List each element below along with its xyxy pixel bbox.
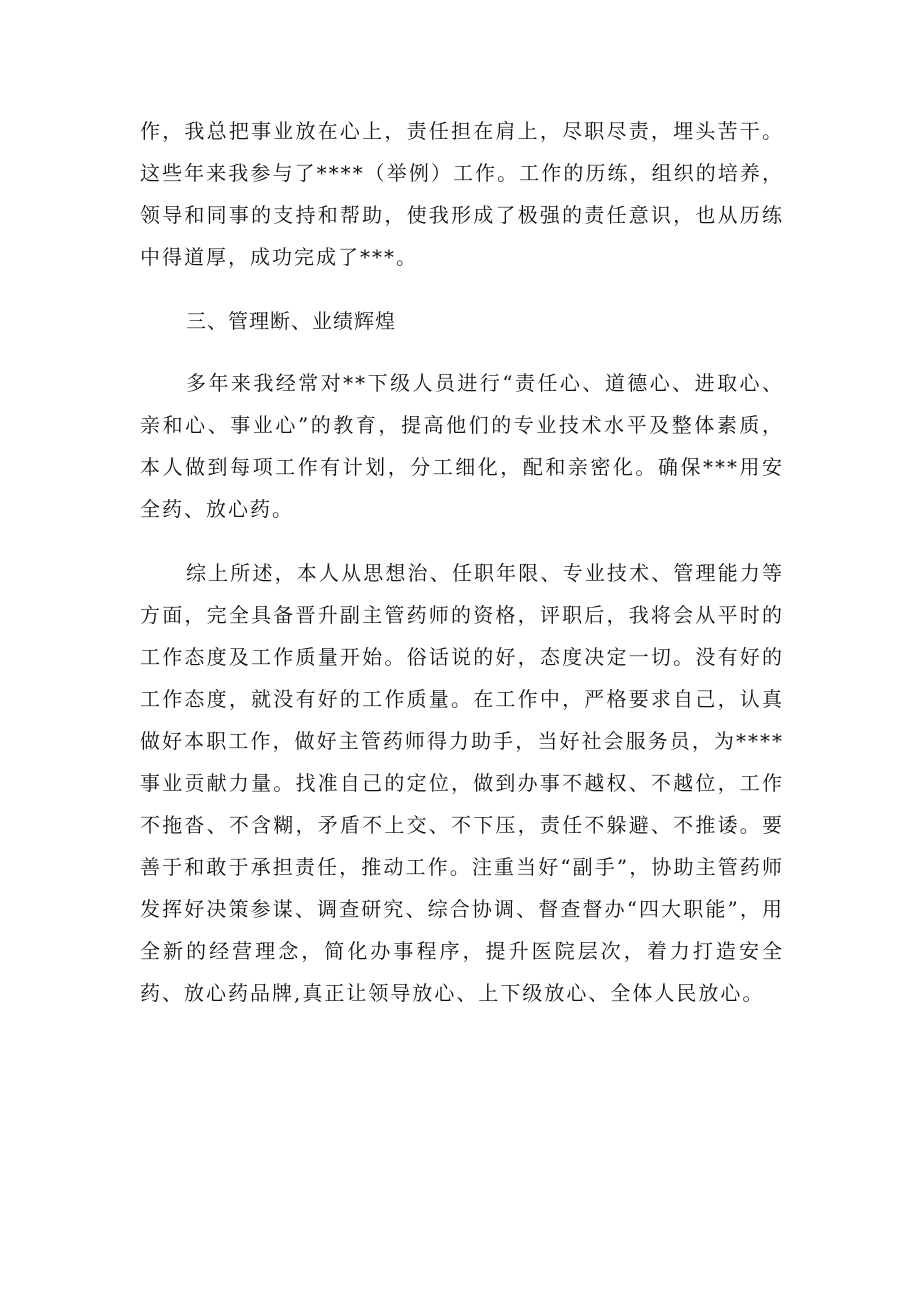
paragraph-summary: 综上所述，本人从思想治、任职年限、专业技术、管理能力等方面，完全具备晋升副主管药师的资格，评职后，我将会从平时的工作态度及工作质量开始。俗话说的好，态度决定一切。没有好的工作态度，就没有好的工作质量。在工作中，严格要求自己，认真做好本职工作，做好主管药师得力助手，当好社会服务员，为****事业贡献力量。找准自己的定位，做到办事不越权、不越位，工作不拖沓、不含糊，矛盾不上交、不下压，责任不躲避、不推诿。要善于和敢于承担责任，推动工作。注重当好“副手”，协助主管药师发挥好决策参谋、调查研究、综合协调、督查督办“四大职能”，用全新的经营理念，简化办事程序，提升医院层次，着力打造安全药、放心药品牌,真正让领导放心、上下级放心、全体人民放心。 [140,561,784,1005]
paragraph-education: 多年来我经常对**下级人员进行“责任心、道德心、进取心、亲和心、事业心”的教育，提高他们的专业技术水平及整体素质，本人做到每项工作有计划，分工细化，配和亲密化。确保***用安全药、放心药。 [140,371,784,521]
paragraph-continuation: 作，我总把事业放在心上，责任担在肩上，尽职尽责，埋头苦干。这些年来我参与了****（举例）工作。工作的历练，组织的培养，领导和同事的支持和帮助，使我形成了极强的责任意识，也从历练中得道厚，成功完成了***。 [140,119,784,269]
section-heading: 三、管理断、业绩辉煌 [186,309,396,333]
document-body [140,110,784,1014]
